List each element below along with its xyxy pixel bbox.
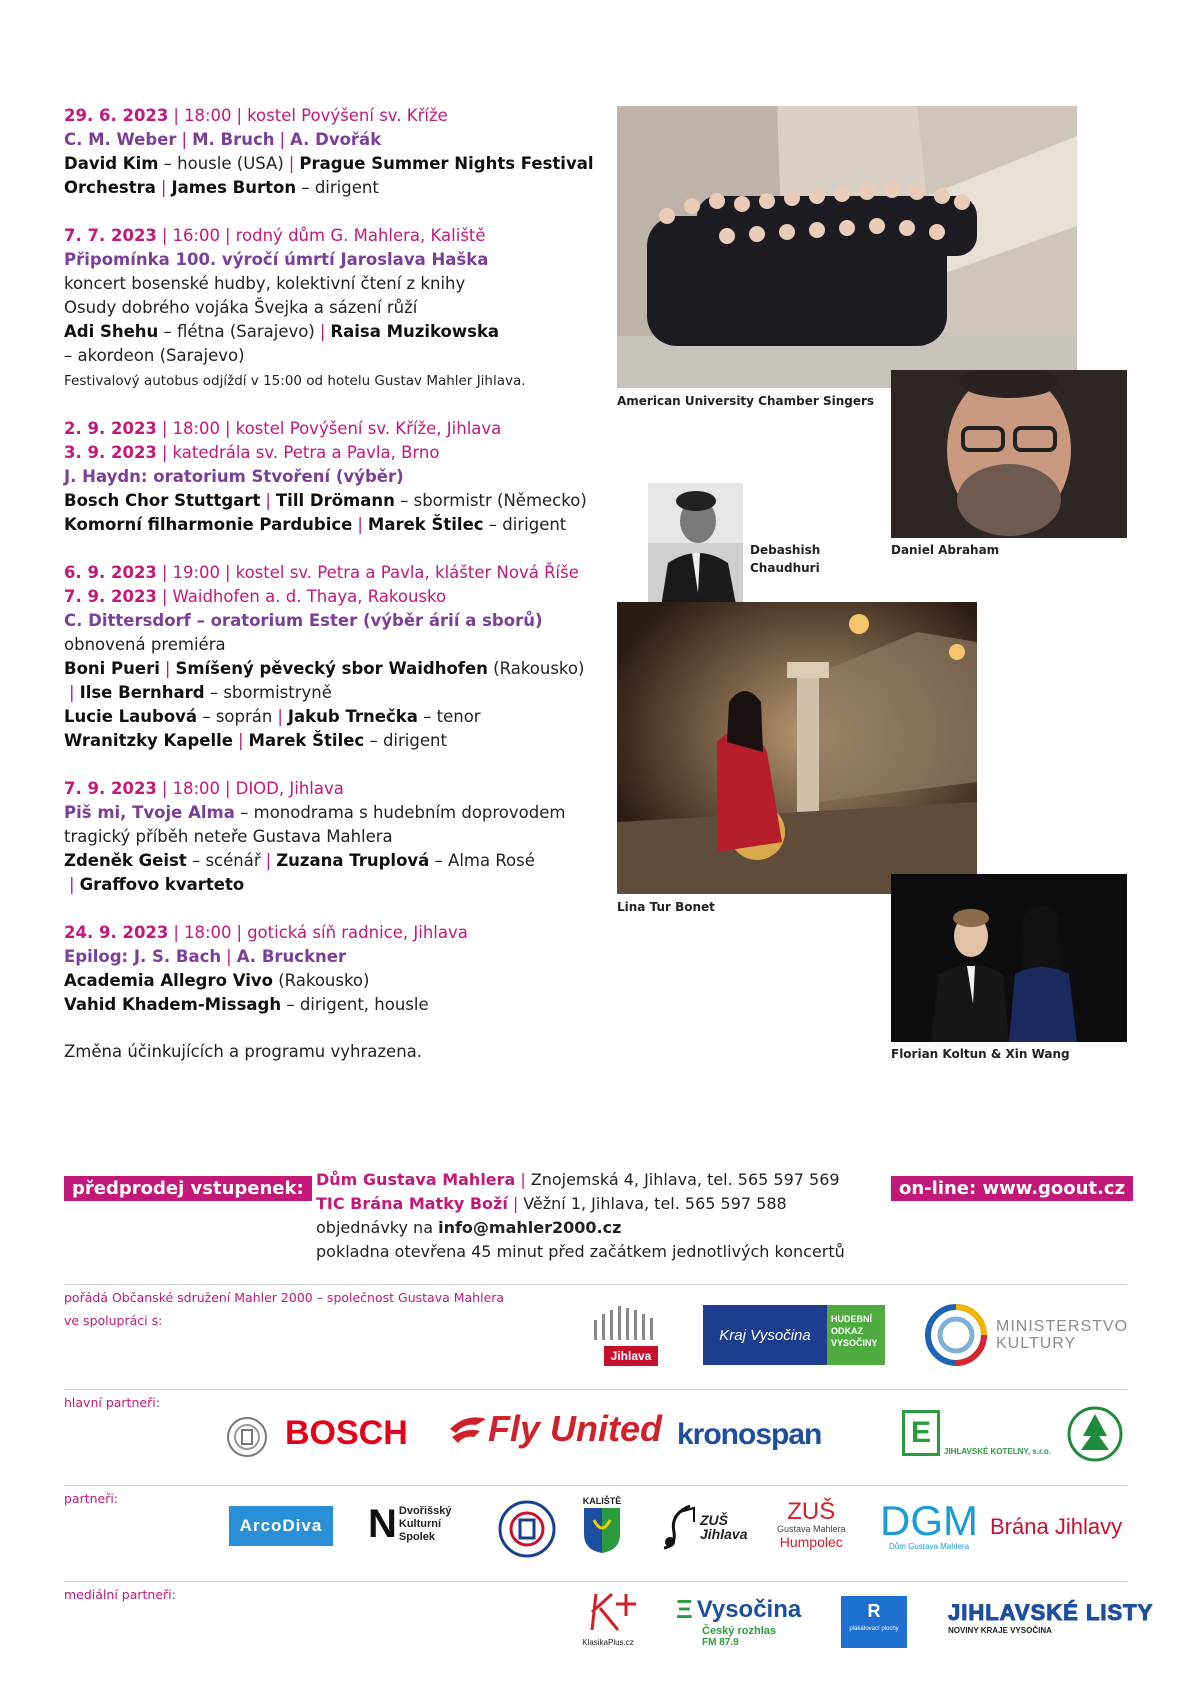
event-5 [64,777,584,897]
event-line [64,128,584,152]
separator: | [265,491,271,510]
event-text: – sbormistryně [204,683,332,702]
fly-united-logo [446,1408,662,1450]
event-text: – monodrama s hudebním doprovodem [234,803,566,822]
event-text: Ilse Bernhard [79,683,205,702]
divider-organizer [64,1284,1127,1285]
event-6 [64,921,584,1017]
event-line [64,344,584,368]
event-text: – housle (USA) [158,154,284,173]
partners-label: partneři: [64,1491,119,1506]
separator: | [226,947,232,966]
event-line [64,489,587,513]
event-text: M. Bruch [192,130,275,149]
event-text: koncert bosenské hudby, kolektivní čtení z knihy [64,274,466,293]
program-note: Změna účinkujících a programu vyhrazena. [64,1042,423,1061]
media-partners-label: mediální partneři: [64,1587,176,1602]
event-text: – dirigent [483,515,567,534]
event-text: 7. 9. 2023 [64,587,157,606]
jihlava-logo-text: Jihlava [604,1346,658,1366]
event-text: – sbormistr (Německo) [394,491,587,510]
box-office-note: pokladna otevřena 45 minut před začátkem jednotlivých koncertů [316,1242,845,1261]
vysocina-radio-logo: Ξ Vysočina Český rozhlas FM 87.9 [676,1594,802,1648]
event-line [64,633,584,657]
event-text: James Burton [171,178,297,197]
jihlavske-kotelny-logo: E JIHLAVSKÉ KOTELNY, s.r.o. [902,1410,1051,1456]
event-line [64,681,584,705]
event-line [64,224,584,248]
event-text: Jakub Trnečka [287,707,418,726]
forest-society-logo [1063,1406,1127,1466]
event-text: Lucie Laubová [64,707,198,726]
event-line [64,729,584,753]
choir-caption: American University Chamber Singers [617,394,875,408]
event-line [64,296,584,320]
event-text: Wranitzky Kapelle [64,731,233,750]
event-text: DIOD, Jihlava [235,779,344,798]
dvorissky-spolek-logo: N Dvořišský Kulturní Spolek [368,1502,452,1546]
separator: | [161,226,168,245]
ministerstvo-kultury-text: MINISTERSTVO KULTURY [996,1318,1129,1352]
event-line [64,272,584,296]
event-line [64,609,584,633]
separator: | [161,443,168,462]
event-text: Vahid Khadem-Missagh [64,995,282,1014]
event-text: Orchestra [64,178,156,197]
kaliste-logo [582,1496,622,1558]
arcodiva-logo: ArcoDiva [229,1506,333,1546]
event-text: – flétna (Sarajevo) [158,322,315,341]
event-text: Academia Allegro Vivo [64,971,273,990]
event-text: 3. 9. 2023 [64,443,157,462]
event-text: Připomínka 100. výročí úmrtí Jaroslava Haška [64,250,489,269]
separator: | [164,659,171,678]
separator: | [225,226,231,245]
event-text: Piš mi, Tvoje Alma [64,803,235,822]
separator: | [161,587,168,606]
dvorissky-line-3: Spolek [398,1530,435,1543]
bosch-logo: BOSCH [285,1414,408,1452]
event-text: kostel Povýšení sv. Kříže [247,106,448,125]
event-line [64,993,584,1017]
event-text: Marek Štilec [248,731,365,750]
event-line [64,513,584,537]
event-line [64,248,584,272]
event-text: Till Drömann [275,491,395,510]
event-text: Komorní filharmonie Pardubice [64,515,353,534]
event-line [64,873,584,897]
divider-partners [64,1485,1127,1486]
separator: | [160,178,167,197]
event-text: 18:00 [183,106,232,125]
dvorissky-line-2: Kulturní [398,1517,442,1530]
cesky-rozhlas-text: Český rozhlas [702,1625,776,1637]
event-text: obnovená premiéra [64,635,226,654]
separator: | [236,923,243,942]
daniel-abraham-caption: Daniel Abraham [891,543,1000,557]
event-text: 7. 7. 2023 [64,226,157,245]
event-3 [64,417,587,537]
event-line [64,849,584,873]
renjo-logo: R plakátovací plochy [841,1596,907,1648]
lina-tur-bonet-photo [617,602,977,894]
klasikaplus-logo [578,1590,638,1647]
separator: | [181,130,188,149]
hudebni-odkaz-text: HUDEBNÍ ODKAZ VYSOČINY [827,1305,885,1365]
event-text: 18:00 [172,779,221,798]
event-text: Osudy dobrého vojáka Švejka a sázení růží [64,298,418,317]
event-text: 7. 9. 2023 [64,779,157,798]
event-text: 24. 9. 2023 [64,923,169,942]
kraj-vysocina-text: Kraj Vysočina [703,1305,827,1365]
event-line [64,657,584,681]
event-text: – dirigent, housle [281,995,429,1014]
presale-info: Dům Gustava Mahlera | Znojemská 4, Jihlava, tel. 565 597 569 TIC Brána Matky Boží | Věžní 1, Jihlava, tel. 565 597 588 objednávky na info@mahler2000.cz pokladna otevřena 45 minut před začátkem jednotlivých koncertů [316,1168,845,1264]
lina-tur-bonet-caption: Lina Tur Bonet [617,900,715,914]
event-text: – dirigent [364,731,447,750]
organizer-line-2: ve spolupráci s: [64,1313,163,1328]
event-text: Prague Summer Nights Festival [299,154,594,173]
separator: | [265,851,272,870]
event-line [64,320,584,344]
event-text: – dirigent [296,178,379,197]
separator: | [161,419,168,438]
event-line [64,705,584,729]
event-text: Adi Shehu [64,322,159,341]
separator: | [225,563,231,582]
choir-photo [617,106,1077,388]
event-text: Graffovo kvarteto [79,875,245,894]
vysocina-radio-text: Vysočina [696,1595,802,1623]
zus-humpolec-line-1: ZUŠ [787,1498,836,1525]
event-text: – scénář [186,851,261,870]
event-line [64,825,584,849]
event-text: – Alma Rosé [429,851,535,870]
event-text: Festivalový autobus odjíždí v 15:00 od hotelu Gustav Mahler Jihlava. [64,373,526,389]
address-2: Věžní 1, Jihlava, tel. 565 597 588 [523,1194,787,1213]
organizer-line-1: pořádá Občanské sdružení Mahler 2000 – společnost Gustava Mahlera [64,1290,505,1305]
separator: | [161,779,168,798]
event-line [64,465,584,489]
dvorissky-line-1: Dvořišský [398,1504,452,1517]
florian-xin-photo [891,874,1127,1042]
klub-ceskych-turistu-logo [498,1500,556,1562]
separator: | [173,106,179,125]
event-text: Waidhofen a. d. Thaya, Rakousko [172,587,447,606]
event-text: kostel sv. Petra a Pavla, klášter Nová Říše [235,563,579,582]
event-text: 29. 6. 2023 [64,106,169,125]
jihlavske-listy-text: JIHLAVSKÉ LISTY [948,1600,1154,1625]
event-text: – soprán [197,707,273,726]
brana-jihlavy-logo: Brána Jihlavy [990,1514,1123,1539]
separator: | [319,322,326,341]
renjo-text: plakátovací plochy [849,1626,899,1632]
event-text: Boni Pueri [64,659,160,678]
place-1: Dům Gustava Mahlera [316,1170,516,1189]
divider-media [64,1581,1127,1582]
dgm-subtitle: Dům Gustava Mahlera [888,1542,970,1551]
fly-united-text: Fly United [488,1408,663,1449]
dgm-logo [880,1497,978,1551]
event-2 [64,224,584,393]
event-text: (Rakousko) [487,659,585,678]
separator: | [279,130,286,149]
event-line [64,104,584,128]
separator: | [357,515,363,534]
event-1 [64,104,594,200]
event-text: 18:00 [183,923,232,942]
event-text: J. Haydn: oratorium Stvoření (výběr) [64,467,404,486]
florian-xin-caption: Florian Koltun & Xin Wang [891,1047,1070,1061]
event-text: C. Dittersdorf – oratorium Ester (výběr árií a sborů) [64,611,543,630]
separator: | [277,707,283,726]
ministerstvo-kultury-logo [924,1303,1129,1367]
event-text: – tenor [417,707,481,726]
jihlavske-listy-subtitle: NOVINY KRAJE VYSOČINA [948,1626,1052,1635]
event-text: tragický příběh neteře Gustava Mahlera [64,827,393,846]
separator: | [161,563,168,582]
kotelny-text: JIHLAVSKÉ KOTELNY, s.r.o. [944,1447,1051,1456]
jihlavske-listy-logo [948,1600,1153,1635]
event-text: gotická síň radnice, Jihlava [247,923,468,942]
event-line [64,585,584,609]
zus-jihlava-line-1: ZUŠ [700,1512,728,1528]
separator: | [173,923,179,942]
event-line [64,368,584,393]
separator: | [69,875,75,894]
zus-jihlava-line-2: Jihlava [700,1526,748,1542]
online-link[interactable]: on-line: www.goout.cz [891,1176,1133,1201]
event-line [64,801,584,825]
event-text: Zdeněk Geist [64,851,187,870]
event-line [64,921,584,945]
place-2: TIC Brána Matky Boží [316,1194,508,1213]
zus-jihlava-logo [660,1502,747,1552]
event-text: A. Dvořák [290,130,382,149]
zus-humpolec-line-3: Humpolec [779,1534,843,1550]
event-text: – akordeon (Sarajevo) [64,346,245,365]
event-text: Bosch Chor Stuttgart [64,491,261,510]
dgm-text: DGM [880,1497,978,1544]
zus-humpolec-logo [777,1500,846,1550]
event-text: (Rakousko) [272,971,370,990]
event-line [64,777,584,801]
event-text: Zuzana Truplová [276,851,430,870]
event-text: C. M. Weber [64,130,177,149]
divider-main [64,1389,1127,1390]
event-text: Raisa Muzikowska [330,322,500,341]
email-link[interactable]: info@mahler2000.cz [438,1218,622,1237]
event-text: David Kim [64,154,159,173]
event-text: Epilog: J. S. Bach [64,947,222,966]
separator: | [225,779,231,798]
presale-tag: předprodej vstupenek: [64,1176,312,1201]
kaliste-text: KALIŠTĚ [582,1496,622,1506]
orders-label: objednávky na [316,1218,439,1237]
address-1: Znojemská 4, Jihlava, tel. 565 597 569 [530,1170,840,1189]
event-line [64,417,584,441]
event-text: Smíšený pěvecký sbor Waidhofen [175,659,488,678]
fm-frequency-text: FM 87.9 [702,1637,739,1648]
jihlava-logo [588,1300,664,1366]
zus-humpolec-line-2: Gustava Mahlera [777,1524,846,1534]
separator: | [236,106,243,125]
event-text: 16:00 [172,226,221,245]
event-text: Marek Štilec [367,515,484,534]
seal-icon [226,1416,268,1462]
event-text: kostel Povýšení sv. Kříže, Jihlava [235,419,502,438]
separator: | [69,683,75,702]
event-line [64,176,584,200]
event-text: 18:00 [172,419,221,438]
klasikaplus-text: KlasikaPlus.cz [582,1638,634,1647]
event-line [64,152,594,176]
event-list [64,104,594,1041]
event-line [64,441,584,465]
separator: | [225,419,231,438]
kraj-vysocina-logo [703,1305,885,1365]
separator: | [237,731,244,750]
event-text: rodný dům G. Mahlera, Kaliště [235,226,486,245]
event-4 [64,561,584,753]
separator: | [288,154,295,173]
event-line [64,945,584,969]
event-line [64,969,584,993]
debashish-chaudhuri-caption: Debashish Chaudhuri [750,543,821,575]
event-text: 6. 9. 2023 [64,563,157,582]
event-text: katedrála sv. Petra a Pavla, Brno [172,443,440,462]
kronospan-logo: kronospan [677,1418,822,1451]
event-text: 19:00 [172,563,221,582]
daniel-abraham-photo [891,370,1127,538]
event-text: A. Bruckner [236,947,347,966]
event-line [64,561,584,585]
main-partners-label: hlavní partneři: [64,1395,160,1410]
event-text: 2. 9. 2023 [64,419,157,438]
